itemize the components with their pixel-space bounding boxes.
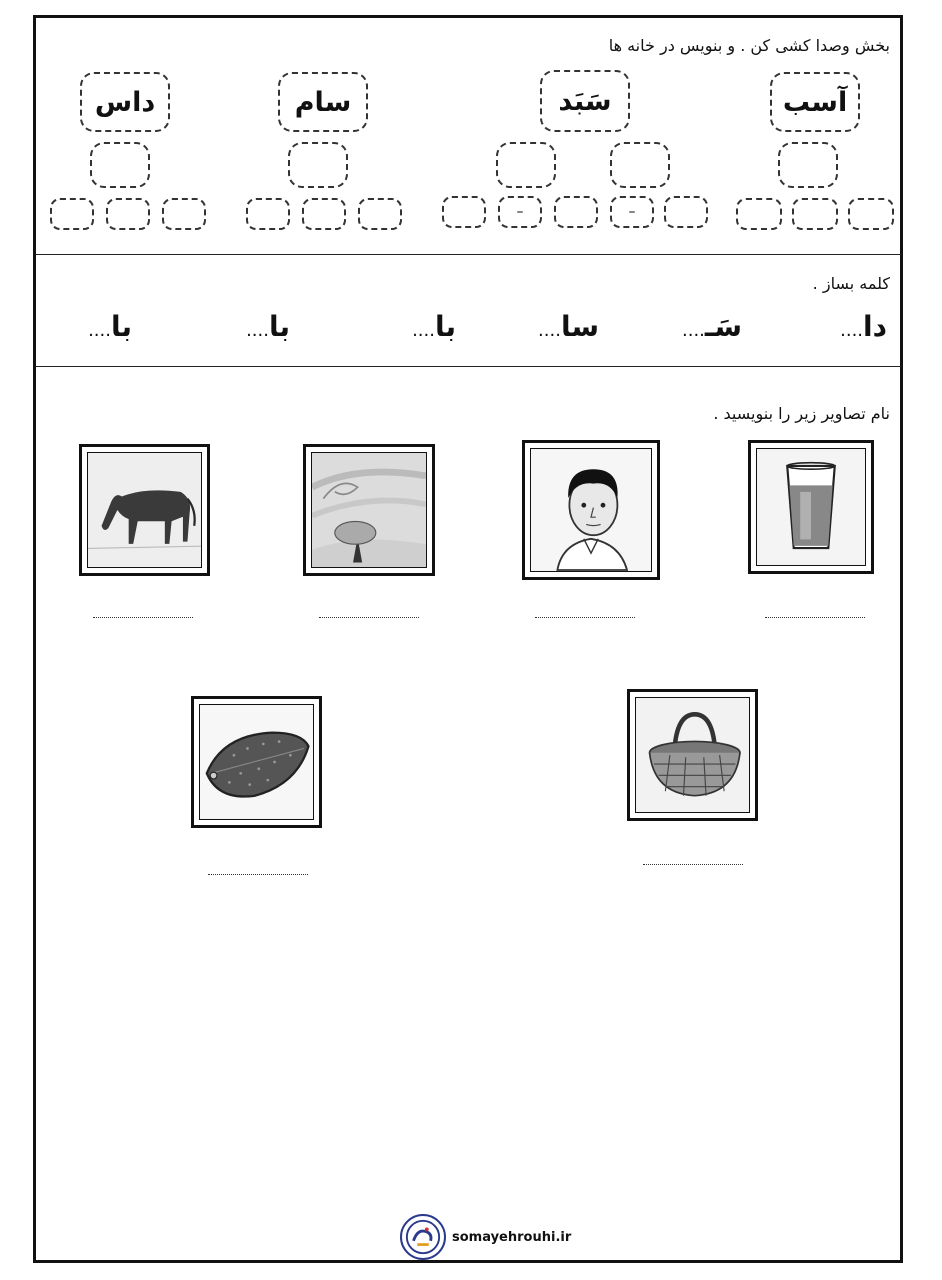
word-build-item[interactable] bbox=[246, 310, 290, 343]
letter-box[interactable] bbox=[554, 196, 598, 228]
item-prefix: با bbox=[434, 310, 456, 343]
item-prefix: با bbox=[268, 310, 290, 343]
word-build-item[interactable] bbox=[412, 310, 456, 343]
glass-of-water-icon bbox=[756, 448, 866, 566]
letter-box[interactable] bbox=[106, 198, 150, 230]
answer-line[interactable] bbox=[208, 874, 308, 875]
item-dots: .... bbox=[840, 320, 864, 341]
item-dots: .... bbox=[538, 320, 561, 341]
answer-line[interactable] bbox=[765, 617, 865, 618]
picture-horse bbox=[79, 444, 210, 576]
picture-almond bbox=[191, 696, 322, 828]
wind-tree-icon bbox=[311, 452, 427, 568]
word-build-item[interactable] bbox=[840, 310, 887, 343]
picture-boy bbox=[522, 440, 660, 580]
letter-box[interactable] bbox=[246, 198, 290, 230]
horse-icon bbox=[87, 452, 202, 568]
letter-box[interactable]: – bbox=[610, 196, 654, 228]
item-prefix: سا bbox=[560, 310, 599, 343]
answer-line[interactable] bbox=[643, 864, 743, 865]
letter-box[interactable] bbox=[736, 198, 782, 230]
section3-instruction: نام تصاویر زیر را بنویسید . bbox=[713, 404, 890, 423]
word-box: سَبَد bbox=[540, 70, 630, 132]
item-prefix: دا bbox=[863, 310, 887, 343]
item-dots: .... bbox=[246, 320, 269, 341]
picture-basket bbox=[627, 689, 758, 821]
letter-box[interactable] bbox=[302, 198, 346, 230]
section-divider bbox=[36, 366, 902, 367]
letter-box[interactable] bbox=[664, 196, 708, 228]
word-box: آسب bbox=[770, 72, 860, 132]
letter-box[interactable] bbox=[50, 198, 94, 230]
letter-box[interactable]: – bbox=[498, 196, 542, 228]
letter-box[interactable] bbox=[358, 198, 402, 230]
item-dots: .... bbox=[88, 320, 111, 341]
almond-icon bbox=[199, 704, 314, 820]
syllable-box[interactable] bbox=[496, 142, 556, 188]
picture-glass bbox=[748, 440, 874, 574]
word-build-item[interactable] bbox=[88, 310, 132, 343]
syllable-box[interactable] bbox=[778, 142, 838, 188]
section-divider bbox=[36, 254, 902, 255]
site-logo-icon bbox=[400, 1214, 446, 1260]
word-build-item[interactable] bbox=[538, 310, 599, 343]
item-dots: .... bbox=[412, 320, 435, 341]
answer-line[interactable] bbox=[535, 617, 635, 618]
basket-icon bbox=[635, 697, 750, 813]
item-dots: .... bbox=[682, 320, 705, 341]
boy-portrait-icon bbox=[530, 448, 652, 572]
word-box: سام bbox=[278, 72, 368, 132]
word-build-item[interactable] bbox=[682, 310, 742, 343]
site-url: somayehrouhi.ir bbox=[452, 1229, 572, 1245]
item-prefix: با bbox=[110, 310, 132, 343]
word-box: داس bbox=[80, 72, 170, 132]
letter-box[interactable] bbox=[162, 198, 206, 230]
letter-box[interactable] bbox=[848, 198, 894, 230]
picture-wind bbox=[303, 444, 435, 576]
answer-line[interactable] bbox=[93, 617, 193, 618]
letter-box[interactable] bbox=[792, 198, 838, 230]
section2-instruction: کلمه بساز . bbox=[812, 274, 890, 293]
footer bbox=[400, 1214, 571, 1260]
syllable-box[interactable] bbox=[90, 142, 150, 188]
answer-line[interactable] bbox=[319, 617, 419, 618]
item-prefix: سَـ bbox=[704, 310, 742, 343]
syllable-box[interactable] bbox=[610, 142, 670, 188]
section1-instruction: بخش وصدا کشی کن . و بنویس در خانه ها bbox=[608, 36, 890, 55]
syllable-box[interactable] bbox=[288, 142, 348, 188]
letter-box[interactable] bbox=[442, 196, 486, 228]
